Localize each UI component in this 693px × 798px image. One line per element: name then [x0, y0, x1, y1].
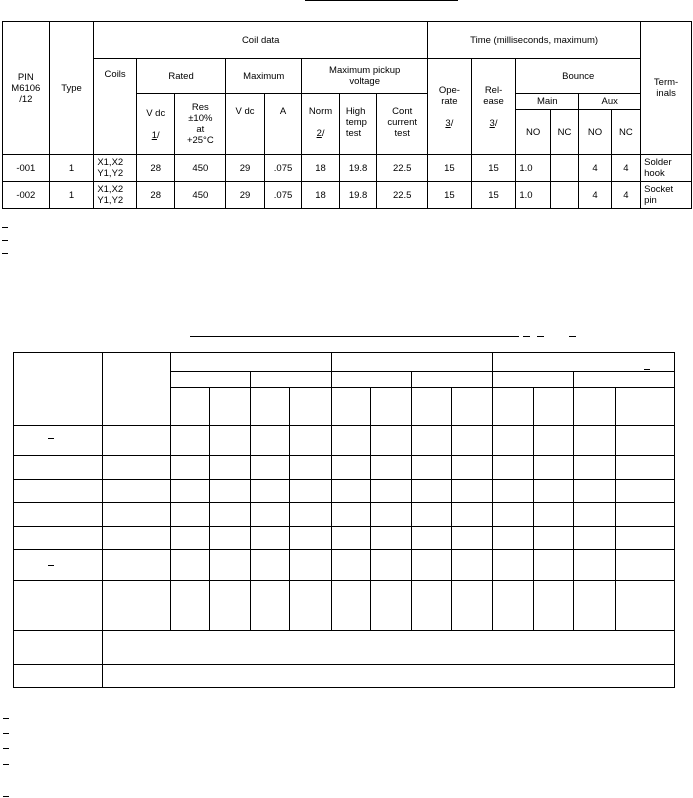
- footnote-marker: [2, 240, 8, 241]
- cell-vdc-max: 29: [226, 182, 265, 209]
- cell-coils: X1,X2 Y1,Y2: [94, 155, 137, 182]
- pin-header: PIN M6106 /12: [3, 22, 50, 155]
- rated-header: Rated: [136, 59, 225, 94]
- cell-aux-nc: 4: [611, 182, 640, 209]
- title-underline: [305, 0, 458, 1]
- table-row: [14, 456, 675, 480]
- table-row: [14, 503, 675, 527]
- cell-coils: X1,X2 Y1,Y2: [94, 182, 137, 209]
- cell-high-temp: 19.8: [339, 155, 377, 182]
- cell-release: 15: [471, 182, 516, 209]
- cell-pin: -001: [3, 155, 50, 182]
- grid-cell: [534, 388, 574, 426]
- cell-aux-no: 4: [579, 182, 611, 209]
- coil-data-header: Coil data: [94, 22, 428, 59]
- cell-cont-current: 22.5: [377, 182, 428, 209]
- grid-cell: [171, 388, 210, 426]
- grid-cell: [171, 372, 251, 388]
- grid-cell: [251, 388, 290, 426]
- table-row: [3, 155, 692, 182]
- grid-cell: [332, 388, 371, 426]
- grid-cell: [332, 372, 412, 388]
- title-dash: [523, 336, 530, 337]
- maximum-header: Maximum: [226, 59, 302, 94]
- table-row: [14, 426, 675, 456]
- cell-terminals: Socket pin: [641, 182, 692, 209]
- cell-aux-no: 4: [579, 155, 611, 182]
- grid-cell: [103, 353, 171, 426]
- cell-operate: 15: [428, 182, 472, 209]
- grid-cell: [251, 372, 332, 388]
- cell-vdc: 28: [136, 155, 175, 182]
- norm-header: Norm 2/: [302, 94, 340, 155]
- cell-norm: 18: [302, 182, 340, 209]
- table2-title-underline: [190, 336, 519, 337]
- bounce-header: Bounce: [516, 59, 641, 94]
- aux-no-header: NO: [579, 110, 611, 155]
- grid-cell: [412, 388, 452, 426]
- aux-nc-header: NC: [611, 110, 640, 155]
- cell-norm: 18: [302, 155, 340, 182]
- cell-res: 450: [175, 155, 226, 182]
- footnote-marker: [3, 796, 9, 797]
- cell-main-no: 1.0: [516, 182, 550, 209]
- type-header: Type: [49, 22, 94, 155]
- grid-cell: [574, 388, 616, 426]
- time-header: Time (milliseconds, maximum): [428, 22, 641, 59]
- aux-header: Aux: [579, 94, 641, 110]
- table-row: [14, 631, 675, 665]
- footnote-marker: [3, 733, 9, 734]
- grid-cell: [332, 353, 493, 372]
- cell-high-temp: 19.8: [339, 182, 377, 209]
- table-row: [14, 550, 675, 581]
- cell-res: 450: [175, 182, 226, 209]
- main-nc-header: NC: [550, 110, 578, 155]
- table-row: [14, 527, 675, 550]
- grid-cell: [452, 388, 493, 426]
- resistance-header: Res ±10% at +25°C: [175, 94, 226, 155]
- max-amp-header: A: [264, 94, 302, 155]
- cell-vdc: 28: [136, 182, 175, 209]
- footnote-marker: [48, 438, 54, 439]
- main-header: Main: [516, 94, 579, 110]
- footnote-marker: [2, 227, 8, 228]
- cell-operate: 15: [428, 155, 472, 182]
- grid-cell: [574, 372, 675, 388]
- table-row: [3, 182, 692, 209]
- cell-main-nc: [550, 182, 578, 209]
- coils-header: Coils: [94, 59, 137, 155]
- terminals-header: Term- inals: [641, 22, 692, 155]
- grid-cell: [171, 353, 332, 372]
- high-temp-header: High temp test: [339, 94, 377, 155]
- empty-grid-table: [13, 352, 675, 688]
- grid-cell: [412, 372, 493, 388]
- grid-cell: [290, 388, 332, 426]
- max-vdc-header: V dc: [226, 94, 265, 155]
- cell-aux-nc: 4: [611, 155, 640, 182]
- cell-release: 15: [471, 155, 516, 182]
- footnote-marker: [2, 253, 8, 254]
- rated-vdc-header: V dc 1/: [136, 94, 175, 155]
- footnote-marker: [3, 764, 9, 765]
- max-pickup-header: Maximum pickup voltage: [302, 59, 428, 94]
- footnote-marker: [644, 369, 650, 370]
- cell-amp: .075: [264, 182, 302, 209]
- cell-main-nc: [550, 155, 578, 182]
- cell-type: 1: [49, 155, 94, 182]
- cell-main-no: 1.0: [516, 155, 550, 182]
- grid-cell: [493, 372, 574, 388]
- cell-type: 1: [49, 182, 94, 209]
- table-row: [14, 665, 675, 688]
- main-no-header: NO: [516, 110, 550, 155]
- coil-data-table: [2, 21, 692, 209]
- grid-cell: [210, 388, 251, 426]
- grid-cell: [616, 388, 675, 426]
- footnote-marker: [48, 565, 54, 566]
- title-dash: [537, 336, 544, 337]
- cell-amp: .075: [264, 155, 302, 182]
- cell-terminals: Solder hook: [641, 155, 692, 182]
- operate-header: Ope- rate 3/: [428, 59, 472, 155]
- grid-cell: [493, 388, 534, 426]
- table-row: [14, 480, 675, 503]
- release-header: Rel- ease 3/: [471, 59, 516, 155]
- footnote-marker: [3, 718, 9, 719]
- grid-cell: [14, 353, 103, 426]
- cell-cont-current: 22.5: [377, 155, 428, 182]
- cont-current-header: Cont current test: [377, 94, 428, 155]
- footnote-marker: [3, 748, 9, 749]
- cell-vdc-max: 29: [226, 155, 265, 182]
- footnote-marker: [609, 425, 615, 426]
- cell-pin: -002: [3, 182, 50, 209]
- table-row: [14, 581, 675, 631]
- grid-cell: [371, 388, 412, 426]
- title-dash: [569, 336, 576, 337]
